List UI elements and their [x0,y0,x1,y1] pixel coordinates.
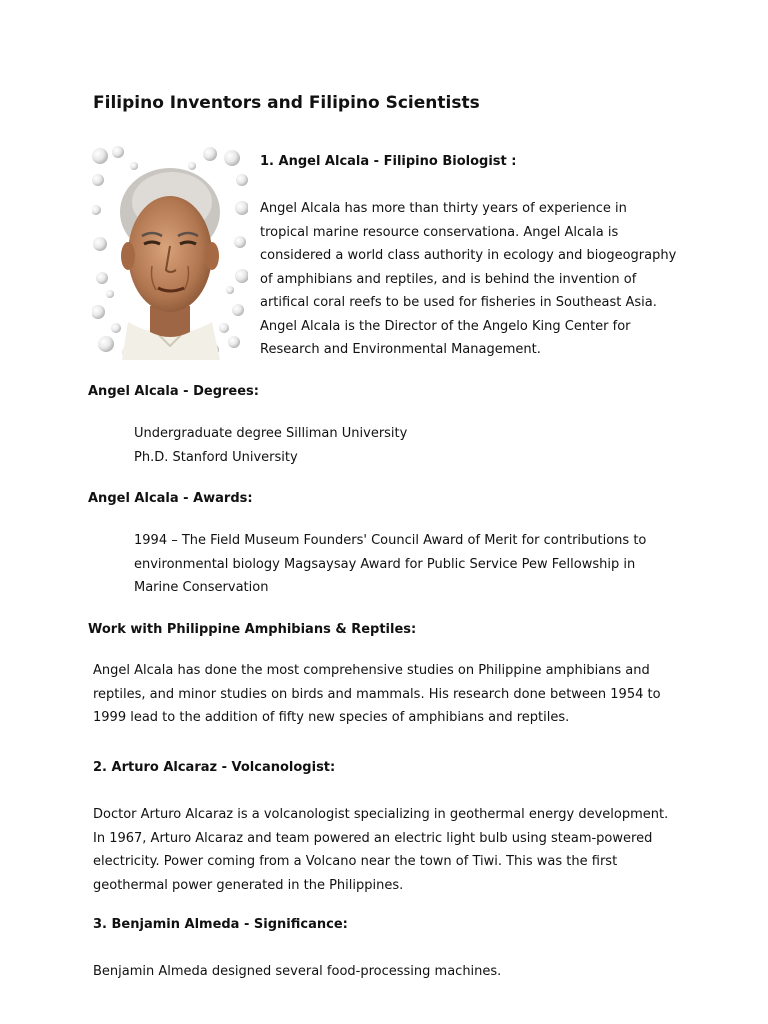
page-title: Filipino Inventors and Filipino Scientists [93,93,480,113]
bio-line: tropical marine resource conservationa. Angel Alcala is [260,224,619,240]
work-line: 1999 lead to the addition of fifty new species of amphibians and reptiles. [93,710,570,725]
alcaraz-line: In 1967, Arturo Alcaraz and team powered an electric light bulb using steam-powered [93,830,653,846]
alcaraz-line: Doctor Arturo Alcaraz is a volcanologist specializing in geothermal energy development. [93,807,669,822]
work-line: Angel Alcala has done the most comprehensive studies on Philippine amphibians and [93,663,650,678]
almeda-line: Benjamin Almeda designed several food-processing machines. [93,964,502,979]
bio-line: Research and Environmental Management. [260,342,541,357]
degrees-heading: Angel Alcala - Degrees: [88,384,259,399]
awards-line: Marine Conservation [134,580,269,595]
degree-item: Ph.D. Stanford University [134,449,298,465]
work-line: reptiles, and minor studies on birds and mammals. His research done between 1954 to [93,686,661,702]
alcaraz-line: electricity. Power coming from a Volcano near the town of Tiwi. This was the first [93,854,618,869]
awards-paragraph [134,529,646,600]
awards-heading: Angel Alcala - Awards: [88,491,253,506]
alcaraz-paragraph [93,803,668,897]
degrees-list [134,422,407,469]
bio-line: of amphibians and reptiles, and is behind the invention of [260,271,637,287]
awards-line: 1994 – The Field Museum Founders' Council Award of Merit for contributions to [134,533,647,548]
bio-line: considered a world class authority in ecology and biogeography [260,248,677,263]
bio-paragraph [260,197,676,362]
section-heading-benjamin-almeda: 3. Benjamin Almeda - Significance: [93,917,348,932]
section-heading-arturo-alcaraz: 2. Arturo Alcaraz - Volcanologist: [93,760,336,775]
bio-line: Angel Alcala has more than thirty years of experience in [260,201,627,216]
portrait-image [92,146,248,360]
alcaraz-line: geothermal power generated in the Philippines. [93,877,404,893]
bio-line: Angel Alcala is the Director of the Angelo King Center for [260,318,631,334]
degree-item: Undergraduate degree Silliman University [134,426,408,441]
bio-line: artifical coral reefs to be used for fisheries in Southeast Asia. [260,295,657,310]
awards-line: environmental biology Magsaysay Award for Public Service Pew Fellowship in [134,556,636,572]
work-paragraph [93,659,661,730]
section-heading-angel-alcala: 1. Angel Alcala - Filipino Biologist : [260,154,517,169]
work-heading: Work with Philippine Amphibians & Reptiles: [88,622,417,637]
almeda-paragraph [93,960,501,984]
